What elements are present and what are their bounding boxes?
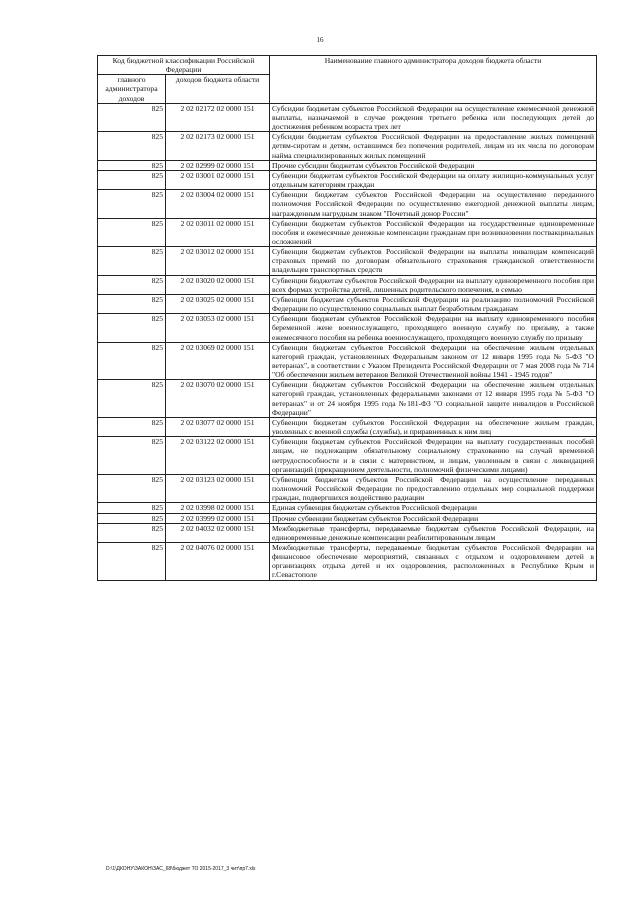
administrator-code-cell: 825 bbox=[98, 342, 166, 380]
table-row bbox=[98, 275, 597, 294]
income-name-cell: Субвенции бюджетам субъектов Российской Федерации на выплаты инвалидам компенсаций страховых премий по договорам обязательного страхования гражданской ответственности владельцев транспортных средств bbox=[270, 247, 597, 275]
income-code-cell: 2 02 04076 02 0000 151 bbox=[166, 542, 270, 580]
income-code-cell: 2 02 02173 02 0000 151 bbox=[166, 132, 270, 160]
income-name-cell: Субвенции бюджетам субъектов Российской Федерации на выплату единовременного пособия беременной жене военнослужащего, проходящего военную службу по призыву, а также ежемесячного пособия на ребенка военнослужащего, проходящего военную службу по призыву bbox=[270, 314, 597, 342]
table-row bbox=[98, 132, 597, 160]
table-row bbox=[98, 247, 597, 275]
table-row bbox=[98, 380, 597, 418]
table-row bbox=[98, 218, 597, 246]
income-name-cell: Субвенции бюджетам субъектов Российской Федерации на выплату государственных пособий лицам, не подлежащим обязательному социальному страхованию на случай временной нетрудоспособности и в связи с материнством, и лицам, уволенным в связи с ликвидацией организаций (прекращением деятельности, полномочий физическими лицами) bbox=[270, 437, 597, 475]
income-code-cell: 2 02 04032 02 0000 151 bbox=[166, 523, 270, 542]
income-name-cell: Субвенции бюджетам субъектов Российской Федерации на осуществление переданных полномочий Российской Федерации по предоставлению отдельных мер социальной поддержки граждан, подвергшихся воздействию радиации bbox=[270, 474, 597, 502]
income-code-cell: 2 02 03999 02 0000 151 bbox=[166, 513, 270, 523]
table-row bbox=[98, 474, 597, 502]
income-name-cell: Субвенции бюджетам субъектов Российской Федерации на государственные единовременные пособия и ежемесячные денежные компенсации гражданам при возникновении поствакцинальных осложнений bbox=[270, 218, 597, 246]
table-row bbox=[98, 542, 597, 580]
administrator-code-cell: 825 bbox=[98, 542, 166, 580]
table-row bbox=[98, 294, 597, 313]
administrator-code-cell: 825 bbox=[98, 218, 166, 246]
header-administrator-name: Наименование главного администратора доходов бюджета области bbox=[270, 56, 597, 104]
administrator-code-cell: 825 bbox=[98, 417, 166, 436]
income-code-cell: 2 02 03123 02 0000 151 bbox=[166, 474, 270, 502]
income-name-cell: Субсидии бюджетам субъектов Российской Федерации на предоставление жилых помещений детям-сиротам и детям, оставшимся без попечения родителей, лицам из их числа по договорам найма специализированных жилых помещений bbox=[270, 132, 597, 160]
administrator-code-cell: 825 bbox=[98, 437, 166, 475]
income-name-cell: Субвенции бюджетам субъектов Российской Федерации на обеспечение жильем отдельных категорий граждан, установленных федеральными законами от 12 января 1995 года № 5-ФЗ "О ветеранах" и от 24 ноября 1995 года №181-ФЗ "О социальной защите инвалидов в Российской Федерации" bbox=[270, 380, 597, 418]
income-code-cell: 2 02 03011 02 0000 151 bbox=[166, 218, 270, 246]
income-name-cell: Единая субвенция бюджетам субъектов Российской Федерации bbox=[270, 503, 597, 513]
income-code-cell: 2 02 03053 02 0000 151 bbox=[166, 314, 270, 342]
income-name-cell: Межбюджетные трансферты, передаваемые бюджетам субъектов Российской Федерации на финансовое обеспечение мероприятий, связанных с отдыхом и оздоровлением детей в организациях отдыха детей и их оздоровления, расположенных в Республике Крым и г.Севастополе bbox=[270, 542, 597, 580]
table-row bbox=[98, 342, 597, 380]
administrator-code-cell: 825 bbox=[98, 503, 166, 513]
table-row bbox=[98, 314, 597, 342]
administrator-code-cell: 825 bbox=[98, 380, 166, 418]
table-row bbox=[98, 170, 597, 189]
income-code-cell: 2 02 03069 02 0000 151 bbox=[166, 342, 270, 380]
income-code-cell: 2 02 03077 02 0000 151 bbox=[166, 417, 270, 436]
administrator-code-cell: 825 bbox=[98, 474, 166, 502]
income-code-cell: 2 02 02999 02 0000 151 bbox=[166, 160, 270, 170]
table-row bbox=[98, 523, 597, 542]
table-row bbox=[98, 190, 597, 218]
administrator-code-cell: 825 bbox=[98, 170, 166, 189]
income-code-cell: 2 02 03025 02 0000 151 bbox=[166, 294, 270, 313]
table-row bbox=[98, 103, 597, 131]
administrator-code-cell: 825 bbox=[98, 103, 166, 131]
income-code-cell: 2 02 03998 02 0000 151 bbox=[166, 503, 270, 513]
income-code-cell: 2 02 03020 02 0000 151 bbox=[166, 275, 270, 294]
administrator-code-cell: 825 bbox=[98, 160, 166, 170]
income-name-cell: Межбюджетные трансферты, передаваемые бюджетам субъектов Российской Федерации, на единовременные денежные компенсации реабилитированным лицам bbox=[270, 523, 597, 542]
administrator-code-cell: 825 bbox=[98, 132, 166, 160]
administrator-code-cell: 825 bbox=[98, 294, 166, 313]
table-body bbox=[98, 103, 597, 580]
income-code-cell: 2 02 03070 02 0000 151 bbox=[166, 380, 270, 418]
income-code-cell: 2 02 03012 02 0000 151 bbox=[166, 247, 270, 275]
header-budget-classification: Код бюджетной классификации Российской Федерации bbox=[98, 56, 270, 75]
income-code-cell: 2 02 03004 02 0000 151 bbox=[166, 190, 270, 218]
table-row bbox=[98, 160, 597, 170]
administrator-code-cell: 825 bbox=[98, 523, 166, 542]
administrator-code-cell: 825 bbox=[98, 314, 166, 342]
administrator-code-cell: 825 bbox=[98, 247, 166, 275]
header-row-1 bbox=[98, 56, 597, 75]
header-main-administrator: главного администратора доходов bbox=[98, 75, 166, 103]
income-code-cell: 2 02 03001 02 0000 151 bbox=[166, 170, 270, 189]
income-name-cell: Субсидии бюджетам субъектов Российской Федерации на осуществление ежемесячной денежной выплаты, назначаемой в случае рождения третьего ребенка или последующих детей до достижения ребенком возраста трех лет bbox=[270, 103, 597, 131]
income-name-cell: Прочие субсидии бюджетам субъектов Российской Федерации bbox=[270, 160, 597, 170]
income-name-cell: Субвенции бюджетам субъектов Российской Федерации на обеспечение жильем отдельных категорий граждан, установленных Федеральным законом от 12 января 1995 года № 5-ФЗ "О ветеранах", в соответствии с Указом Президента Российской Федерации от 7 мая 2008 года № 714 "Об обеспечении жильем ветеранов Великой Отечественной войны 1941 - 1945 годов" bbox=[270, 342, 597, 380]
income-code-cell: 2 02 03122 02 0000 151 bbox=[166, 437, 270, 475]
table-row bbox=[98, 437, 597, 475]
income-name-cell: Прочие субвенции бюджетам субъектов Российской Федерации bbox=[270, 513, 597, 523]
administrator-code-cell: 825 bbox=[98, 513, 166, 523]
income-name-cell: Субвенции бюджетам субъектов Российской Федерации на осуществление переданного полномочия Российской Федерации по осуществлению ежегодной денежной выплаты лицам, награжденным нагрудным знаком "Почетный донор России" bbox=[270, 190, 597, 218]
income-name-cell: Субвенции бюджетам субъектов Российской Федерации на выплату единовременного пособия при всех формах устройства детей, лишенных родительского попечения, в семью bbox=[270, 275, 597, 294]
header-budget-income: доходов бюджета области bbox=[166, 75, 270, 103]
page-number: 16 bbox=[316, 36, 324, 44]
income-code-cell: 2 02 02172 02 0000 151 bbox=[166, 103, 270, 131]
table-row bbox=[98, 503, 597, 513]
administrator-code-cell: 825 bbox=[98, 275, 166, 294]
table-row bbox=[98, 513, 597, 523]
table-row bbox=[98, 417, 597, 436]
administrator-code-cell: 825 bbox=[98, 190, 166, 218]
income-name-cell: Субвенции бюджетам субъектов Российской Федерации на реализацию полномочий Российской Федерации по осуществлению социальных выплат безработным гражданам bbox=[270, 294, 597, 313]
file-path-footer: D:\1\ДКОНУ\ЗАКОН\ЗАС_68\бюджет ТО 2015-2017_3 чит\пр7.xls bbox=[106, 866, 256, 872]
income-name-cell: Субвенции бюджетам субъектов Российской Федерации на обеспечение жильем граждан, уволенных с военной службы (службы), и приравненных к ним лиц bbox=[270, 417, 597, 436]
income-name-cell: Субвенции бюджетам субъектов Российской Федерации на оплату жилищно-коммунальных услуг отдельным категориям граждан bbox=[270, 170, 597, 189]
budget-codes-table bbox=[97, 55, 597, 581]
